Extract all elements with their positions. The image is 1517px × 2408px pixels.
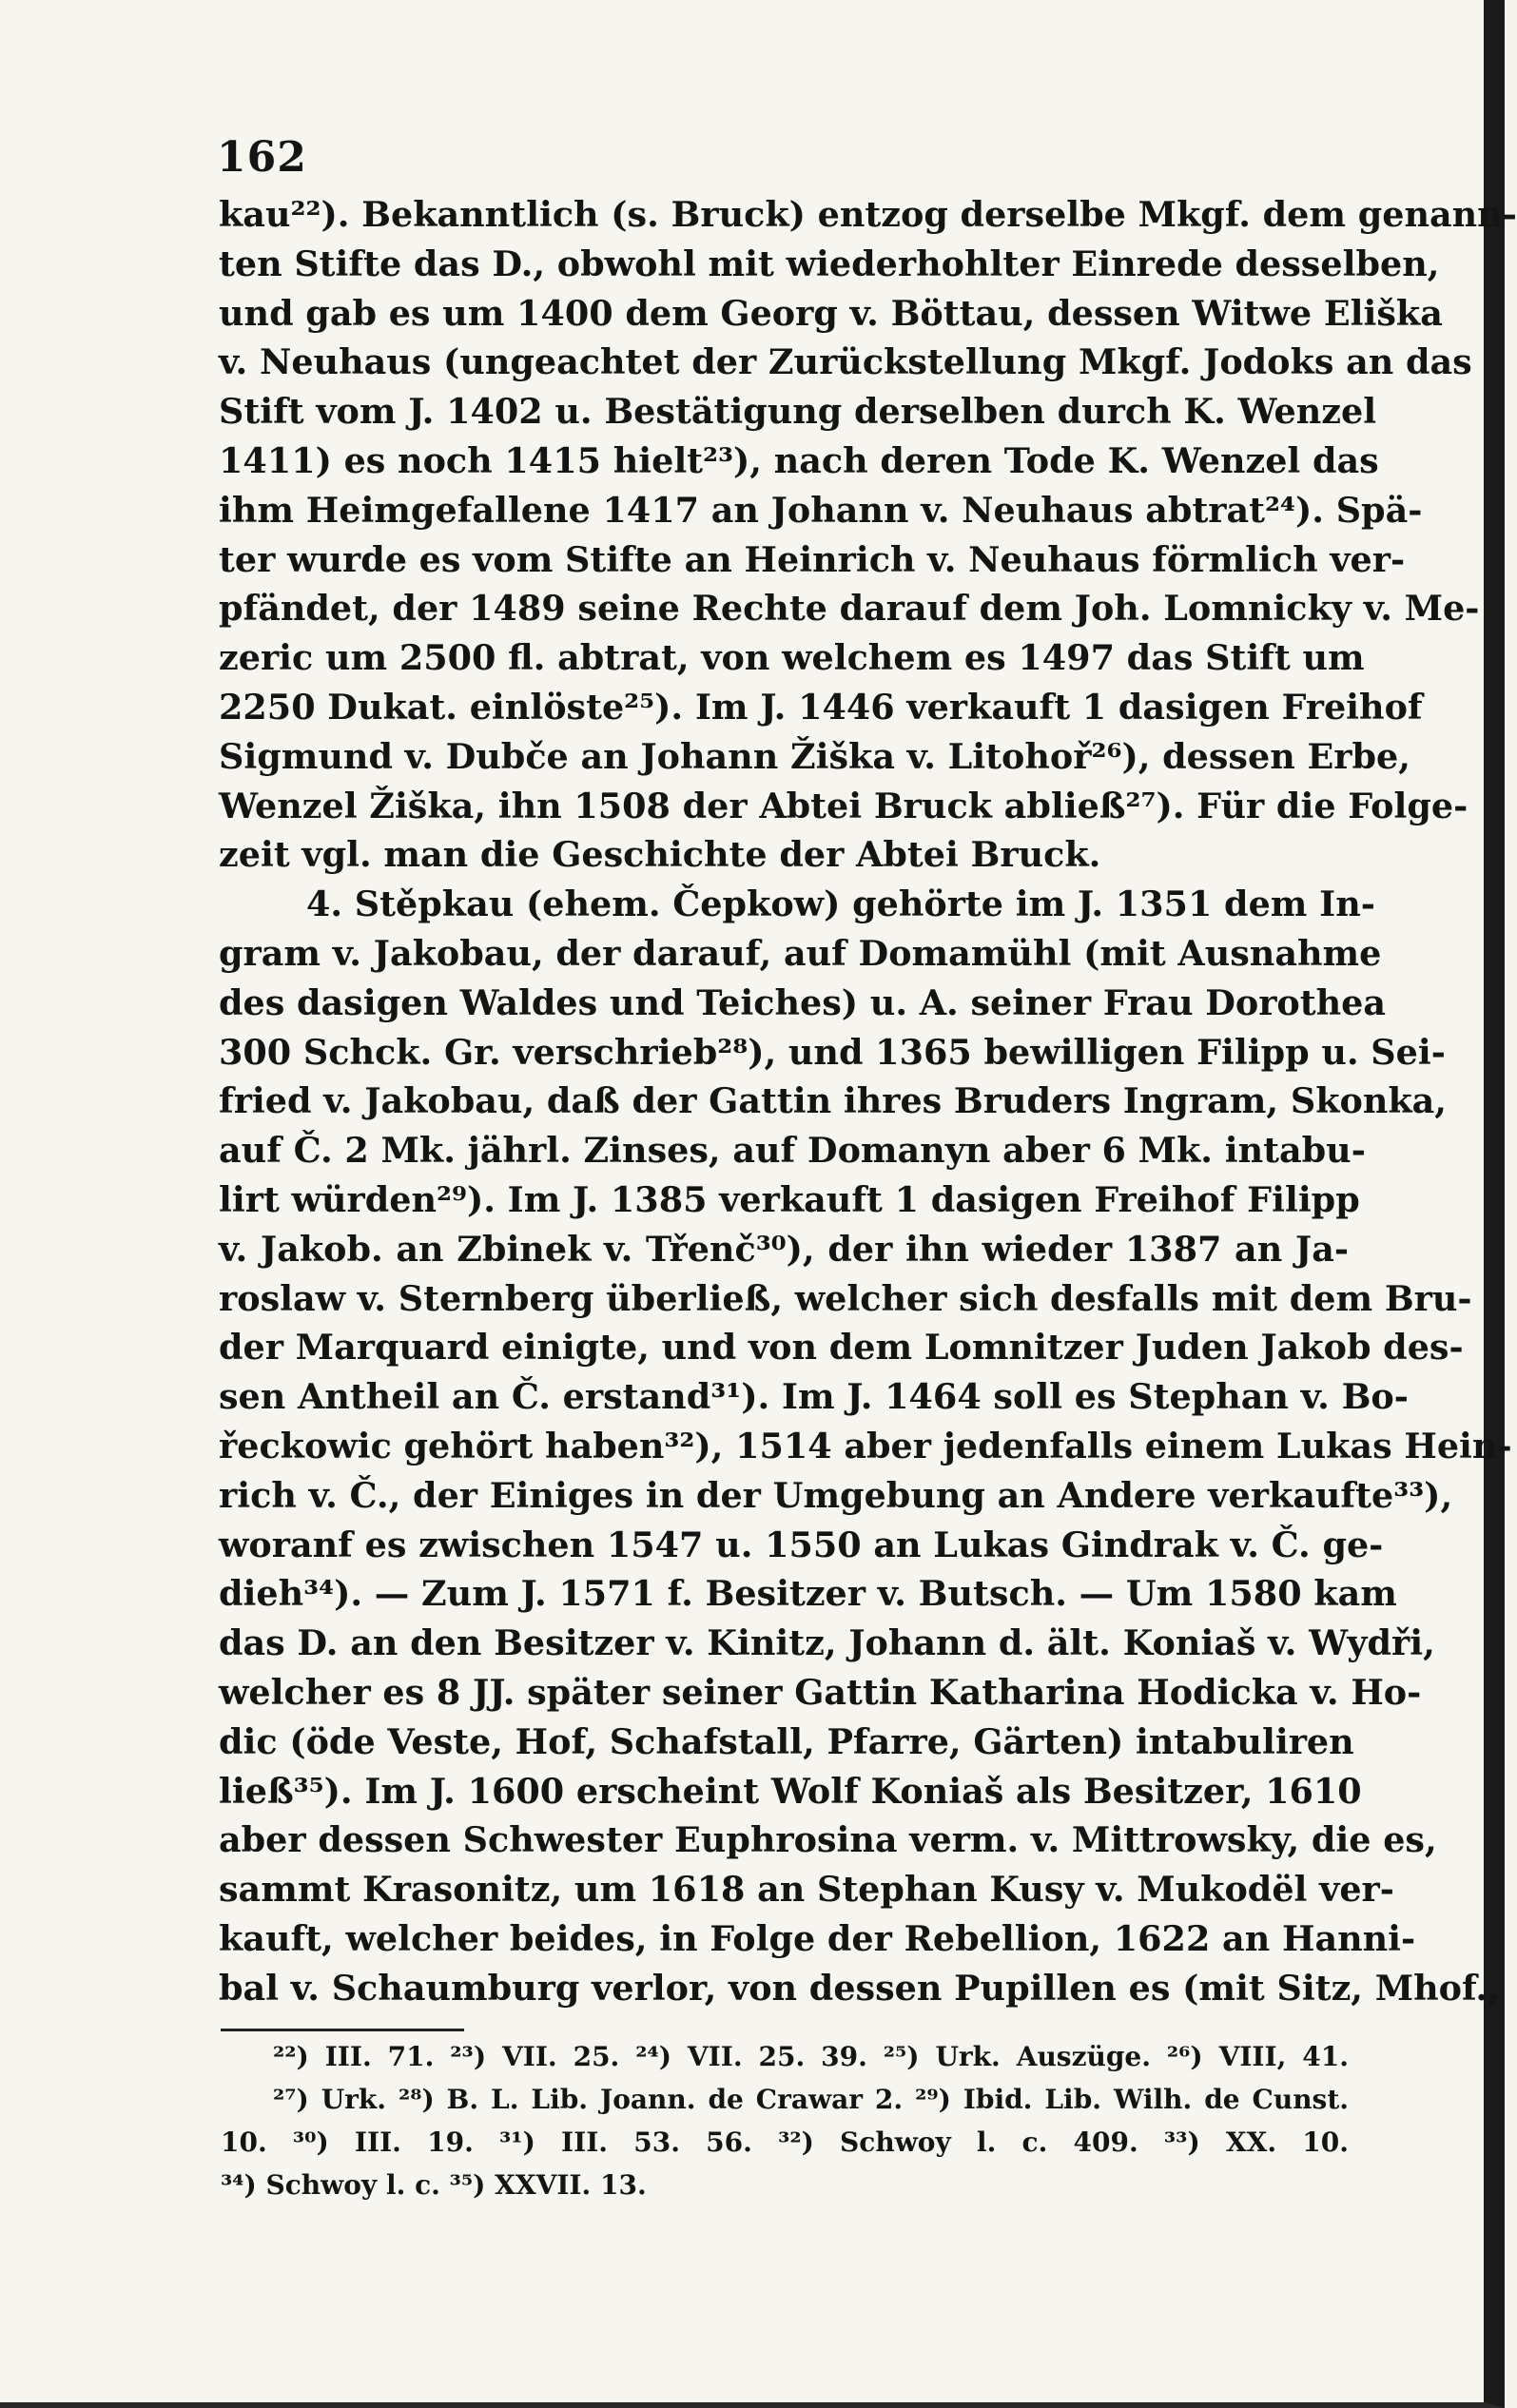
- text-line: ließ³⁵). Im J. 1600 erscheint Wolf Koniaš als Besitzer, 1610: [219, 1770, 1362, 1812]
- section-start-line: 4. Stěpkau (ehem. Čepkow) gehörte im J. 1351 dem In-: [306, 884, 1375, 925]
- text-line: ten Stifte das D., obwohl mit wiederhohlter Einrede desselben,: [219, 243, 1440, 284]
- text-line: und gab es um 1400 dem Georg v. Böttau, dessen Witwe Eliška: [219, 292, 1443, 334]
- text-line: woranf es zwischen 1547 u. 1550 an Lukas Gindrak v. Č. ge-: [219, 1524, 1384, 1565]
- text-line: Sigmund v. Dubče an Johann Žiška v. Litohoř²⁶), dessen Erbe,: [219, 735, 1410, 777]
- text-line: sen Antheil an Č. erstand³¹). Im J. 1464 soll es Stephan v. Bo-: [219, 1376, 1409, 1418]
- text-line: dieh³⁴). — Zum J. 1571 f. Besitzer v. Butsch. — Um 1580 kam: [219, 1573, 1397, 1615]
- footnote-line: ²²) III. 71. ²³) VII. 25. ²⁴) VII. 25. 39. ²⁵) Urk. Auszüge. ²⁶) VIII, 41.: [273, 2041, 1349, 2072]
- text-line: der Marquard einigte, und von dem Lomnitzer Juden Jakob des-: [219, 1327, 1464, 1369]
- text-line: das D. an den Besitzer v. Kinitz, Johann d. ält. Koniaš v. Wydři,: [219, 1622, 1435, 1664]
- text-line: Wenzel Žiška, ihn 1508 der Abtei Bruck abließ²⁷). Für die Folge-: [219, 785, 1468, 826]
- text-line: zeit vgl. man die Geschichte der Abtei Bruck.: [219, 834, 1101, 876]
- text-line: v. Neuhaus (ungeachtet der Zurückstellung Mkgf. Jodoks an das: [219, 341, 1472, 383]
- text-line: dic (öde Veste, Hof, Schafstall, Pfarre, Gärten) intabuliren: [219, 1720, 1354, 1762]
- text-line: pfändet, der 1489 seine Rechte darauf dem Joh. Lomnicky v. Me-: [219, 588, 1480, 630]
- text-line: kau²²). Bekanntlich (s. Bruck) entzog derselbe Mkgf. dem genann-: [219, 194, 1517, 235]
- footnote-divider: [221, 2029, 464, 2031]
- text-line: bal v. Schaumburg verlor, von dessen Pupillen es (mit Sitz, Mhof.,: [219, 1967, 1500, 2009]
- text-line: kauft, welcher beides, in Folge der Rebellion, 1622 an Hanni-: [219, 1917, 1416, 1959]
- text-line: sammt Krasonitz, um 1618 an Stephan Kusy v. Mukodël ver-: [219, 1869, 1394, 1911]
- footnote-line: ²⁷) Urk. ²⁸) B. L. Lib. Joann. de Crawar 2. ²⁹) Ibid. Lib. Wilh. de Cunst.: [273, 2084, 1349, 2115]
- text-line: 2250 Dukat. einlöste²⁵). Im J. 1446 verkauft 1 dasigen Freihof: [219, 686, 1423, 728]
- text-line: aber dessen Schwester Euphrosina verm. v. Mittrowsky, die es,: [219, 1819, 1437, 1861]
- text-line: ihm Heimgefallene 1417 an Johann v. Neuhaus abtrat²⁴). Spä-: [219, 489, 1423, 531]
- text-line: auf Č. 2 Mk. jährl. Zinses, auf Domanyn aber 6 Mk. intabu-: [219, 1130, 1366, 1172]
- text-line: 1411) es noch 1415 hielt²³), nach deren Tode K. Wenzel das: [219, 439, 1379, 481]
- text-line: des dasigen Waldes und Teiches) u. A. seiner Frau Dorothea: [219, 981, 1387, 1023]
- text-line: zeric um 2500 fl. abtrat, von welchem es 1497 das Stift um: [219, 637, 1365, 679]
- text-line: Stift vom J. 1402 u. Bestätigung derselben durch K. Wenzel: [219, 391, 1377, 433]
- text-line: roslaw v. Sternberg überließ, welcher sich desfalls mit dem Bru-: [219, 1277, 1472, 1319]
- text-line: rich v. Č., der Einiges in der Umgebung an Andere verkaufte³³),: [219, 1474, 1453, 1516]
- page-number: 162: [217, 133, 307, 182]
- text-line: lirt würden²⁹). Im J. 1385 verkauft 1 dasigen Freihof Filipp: [219, 1178, 1360, 1220]
- text-line: ter wurde es vom Stifte an Heinrich v. Neuhaus förmlich ver-: [219, 538, 1406, 580]
- footnote-line: ³⁴) Schwoy l. c. ³⁵) XXVII. 13.: [221, 2169, 647, 2201]
- text-line: welcher es 8 JJ. später seiner Gattin Katharina Hodicka v. Ho-: [219, 1671, 1422, 1713]
- footnote-line: 10. ³⁰) III. 19. ³¹) III. 53. 56. ³²) Schwoy l. c. 409. ³³) XX. 10.: [221, 2126, 1349, 2158]
- text-line: v. Jakob. an Zbinek v. Třenč³⁰), der ihn wieder 1387 an Ja-: [219, 1228, 1349, 1270]
- text-line: gram v. Jakobau, der darauf, auf Domamühl (mit Ausnahme: [219, 932, 1382, 974]
- text-line: fried v. Jakobau, daß der Gattin ihres Bruders Ingram, Skonka,: [219, 1080, 1448, 1122]
- footnotes: [221, 2035, 1349, 2206]
- body-text: [219, 190, 1517, 2012]
- text-line: řeckowic gehört haben³²), 1514 aber jedenfalls einem Lukas Hein-: [219, 1425, 1512, 1466]
- text-line: 300 Schck. Gr. verschrieb²⁸), und 1365 bewilligen Filipp u. Sei-: [219, 1031, 1446, 1073]
